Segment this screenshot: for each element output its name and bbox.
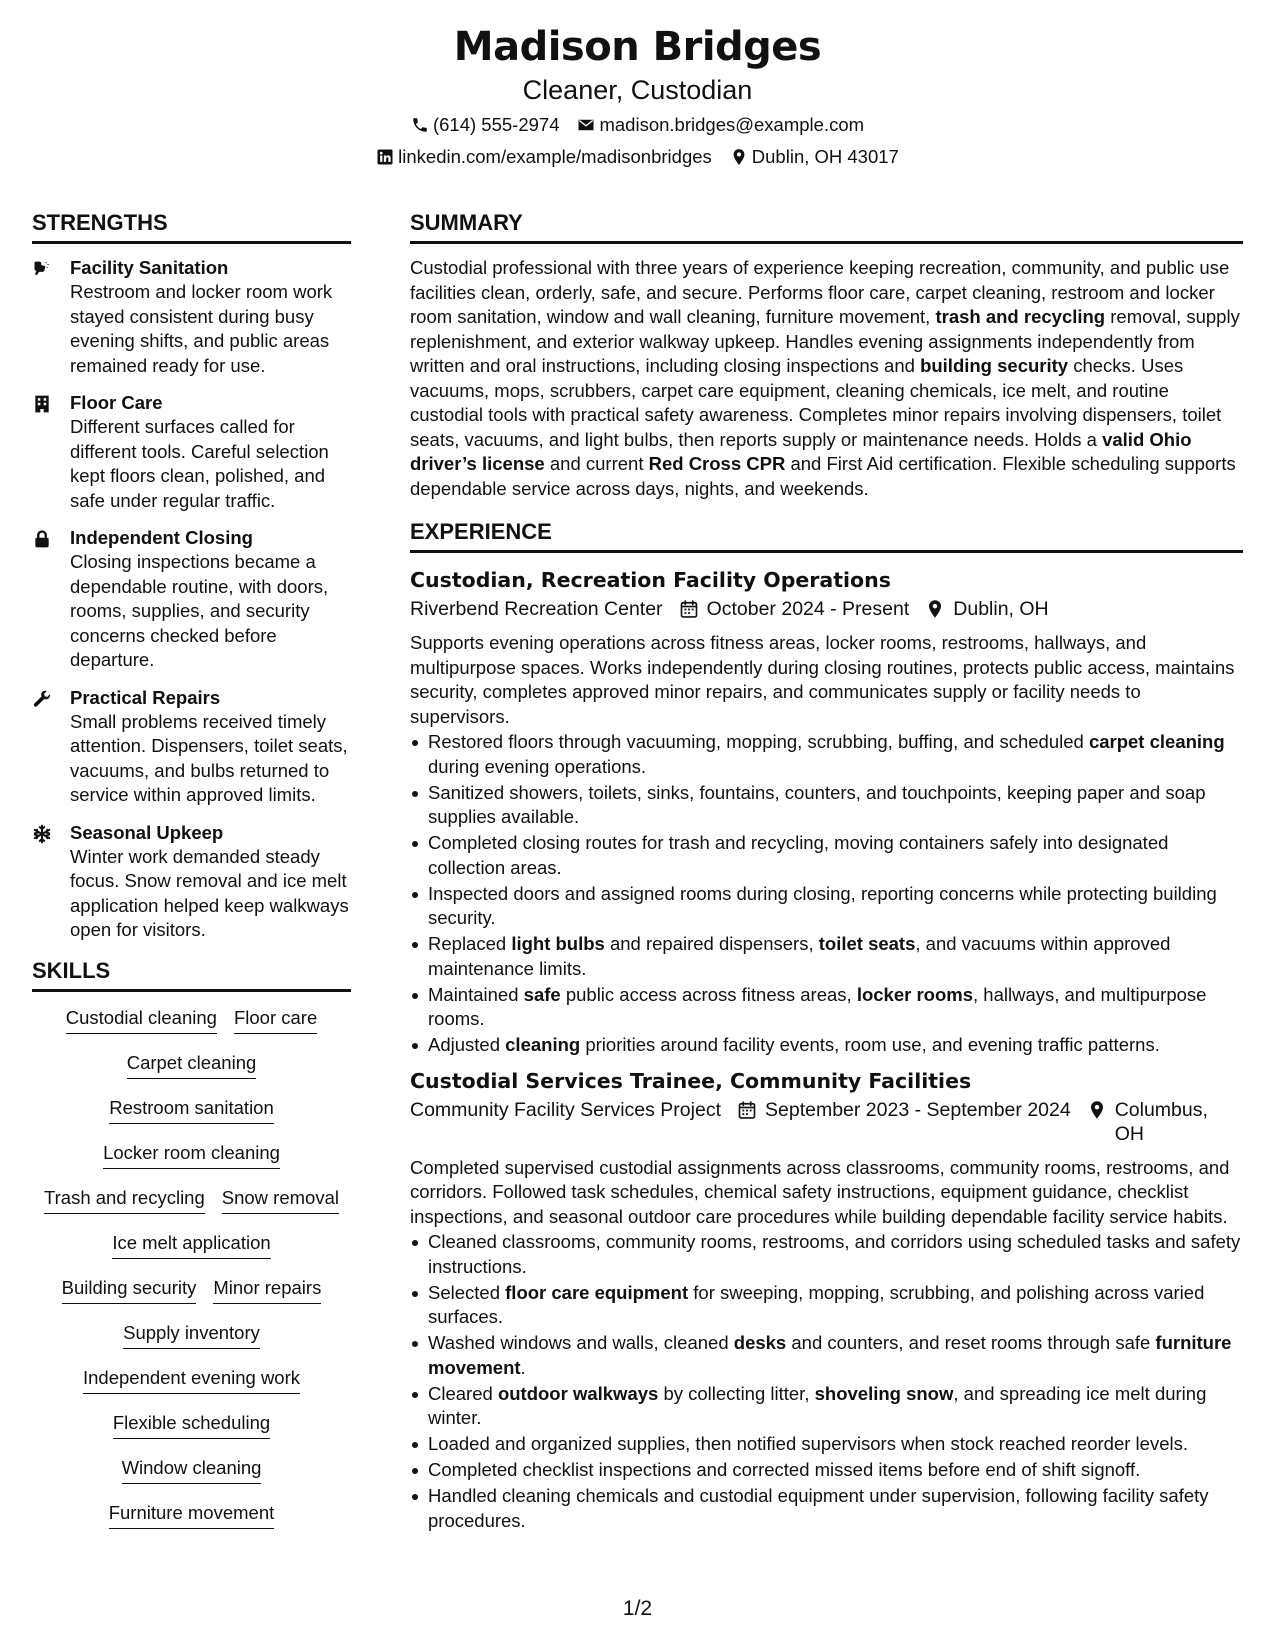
bullet-item [410, 781, 1243, 830]
strength-title: Seasonal Upkeep [70, 821, 224, 843]
skill-tag: Snow removal [222, 1185, 339, 1214]
wrench-icon [32, 686, 70, 808]
phone-text: (614) 555-2974 [432, 114, 560, 135]
candidate-headline: Cleaner, Custodian [522, 75, 753, 105]
skill-tag: Building security [62, 1275, 197, 1304]
strength-body [70, 391, 351, 513]
summary-text [410, 256, 1243, 501]
linkedin-text[interactable]: linkedin.com/example/madisonbridges [398, 146, 712, 167]
job-location [925, 597, 1048, 621]
job-dates-text: October 2024 - Present [706, 598, 910, 620]
bullet-item [410, 831, 1243, 880]
job-title: Custodian, Recreation Facility Operations [410, 568, 891, 592]
bullet-item [410, 1281, 1243, 1330]
bold-keyword: valid Ohio driver’s license [410, 428, 1192, 474]
right-column [410, 208, 1243, 1541]
resume-header [0, 22, 1275, 171]
candidate-name: Madison Bridges [453, 24, 822, 70]
text-segment: Maintained [428, 983, 524, 1005]
strengths-list [32, 256, 351, 943]
text-segment: Cleaned classrooms, community rooms, restrooms, and corridors using scheduled tasks and safety instructions. [428, 1231, 1241, 1277]
text-segment: by collecting litter, [658, 1382, 815, 1404]
job-entry [410, 565, 1243, 1058]
text-segment: Sanitized showers, toilets, sinks, fountains, counters, and touchpoints, keeping paper and soap supplies available. [428, 781, 1206, 827]
text-segment: Washed windows and walls, cleaned [428, 1332, 734, 1353]
skill-tag: Floor care [234, 1005, 317, 1034]
page-number: 1/2 [622, 1597, 653, 1620]
bullet-item [410, 1458, 1243, 1483]
experience-heading: EXPERIENCE [410, 517, 1243, 553]
job-entry [410, 1066, 1243, 1534]
strength-description: Small problems received timely attention. Dispensers, toilet seats, vacuums, and bulbs returned to service within approved limits. [70, 710, 348, 805]
strength-item [32, 526, 351, 673]
job-bullets [410, 1230, 1243, 1533]
job-company: Community Facility Services Project [410, 1098, 721, 1121]
linkedin-contact[interactable] [376, 143, 712, 171]
skill-tag: Locker room cleaning [103, 1140, 280, 1169]
text-segment: and repaired dispensers, [604, 933, 819, 954]
bold-keyword: trash and recycling [935, 306, 1106, 327]
job-dates-text: September 2023 - September 2024 [765, 1098, 1071, 1121]
text-segment: checks. Uses vacuums, mops, scrubbers, carpet care equipment, cleaning chemicals, ice melt, and routine custodial tools with practical safety awareness. Completes minor repairs involving dispensers, toilet seats, vacuums, and light bulbs, then reports supply or maintenance needs. Holds a [410, 355, 1222, 450]
skill-row [32, 1454, 351, 1499]
strength-title: Floor Care [70, 392, 163, 413]
map-pin-icon [1087, 1100, 1107, 1120]
text-segment: priorities around facility events, room use, and evening traffic patterns. [580, 1034, 1160, 1055]
text-segment: Inspected doors and assigned rooms during closing, reporting concerns while protecting building security. [428, 882, 1217, 928]
skill-row [32, 1499, 351, 1544]
skill-tag: Supply inventory [123, 1320, 260, 1349]
text-segment: , and spreading ice melt during winter. [428, 1382, 1207, 1428]
text-segment: removal, supply replenishment, and exterior walkway upkeep. Handles evening assignments independently from written and oral instructions, including closing inspections and [410, 306, 1240, 376]
strength-item [32, 256, 351, 378]
bold-keyword: Red Cross CPR [648, 453, 786, 474]
skill-tag: Minor repairs [213, 1275, 321, 1304]
map-pin-icon [730, 148, 748, 166]
text-segment: and First Aid certification. Flexible scheduling supports dependable service across days, nights, and weekends. [410, 453, 1236, 499]
text-segment: and counters, and reset rooms through safe [786, 1332, 1156, 1353]
lock-icon [32, 526, 70, 673]
bold-keyword: shoveling snow [814, 1382, 954, 1404]
bold-keyword: safe [523, 983, 561, 1005]
bullet-item [410, 1382, 1243, 1431]
bold-keyword: furniture movement [428, 1332, 1232, 1378]
contact-row-1 [0, 111, 1275, 139]
skill-row [32, 1319, 351, 1364]
skills-heading: SKILLS [32, 956, 351, 992]
skill-tag: Trash and recycling [44, 1185, 205, 1214]
job-dates [679, 597, 910, 621]
text-segment: during evening operations. [428, 755, 647, 777]
text-segment: Completed checklist inspections and corrected missed items before end of shift signoff. [428, 1459, 1141, 1480]
text-segment: , and vacuums within approved maintenance limits. [428, 933, 1171, 979]
strengths-heading: STRENGTHS [32, 208, 351, 244]
text-segment: Cleared [428, 1382, 498, 1404]
skill-tag: Furniture movement [109, 1500, 275, 1529]
job-title: Custodial Services Trainee, Community Facilities [410, 1068, 972, 1093]
skill-tag: Window cleaning [122, 1455, 262, 1484]
text-segment: Replaced [428, 933, 512, 954]
skill-tag: Custodial cleaning [66, 1005, 217, 1034]
strength-body [70, 256, 351, 378]
strength-body [70, 821, 351, 943]
job-location-text: Dublin, OH [953, 598, 1049, 620]
skill-tag: Carpet cleaning [127, 1050, 257, 1079]
text-segment: Handled cleaning chemicals and custodial equipment under supervision, following facility safety procedures. [428, 1485, 1209, 1531]
strength-body [70, 686, 351, 808]
skill-row [32, 1364, 351, 1409]
text-segment: , hallways, and multipurpose rooms. [428, 983, 1207, 1029]
job-meta [410, 1098, 1243, 1146]
text-segment: public access across fitness areas, [560, 983, 857, 1005]
skill-tag: Restroom sanitation [109, 1095, 274, 1124]
skill-row [32, 1229, 351, 1274]
linkedin-icon [376, 148, 394, 166]
bullet-item [410, 1230, 1243, 1279]
bold-keyword: light bulbs [511, 933, 605, 954]
experience-list [410, 565, 1243, 1533]
job-description: Supports evening operations across fitness areas, locker rooms, restrooms, hallways, and multipurpose spaces. Works independently during closing routines, protects public access, maintains security, completes approved minor repairs, and communicates supply or facility needs to supervisors. [410, 632, 1235, 727]
hand-spray-icon [32, 256, 70, 378]
calendar-icon [679, 599, 699, 619]
envelope-icon [577, 116, 595, 134]
skills-list [32, 1004, 351, 1544]
bold-keyword: toilet seats [818, 933, 916, 954]
location-text: Dublin, OH 43017 [751, 146, 899, 167]
bullet-item [410, 730, 1243, 779]
bullet-item [410, 1484, 1243, 1533]
strength-item [32, 686, 351, 808]
job-dates [737, 1098, 1071, 1146]
strength-title: Practical Repairs [70, 686, 221, 708]
job-location [1087, 1098, 1227, 1146]
bold-keyword: carpet cleaning [1088, 731, 1225, 752]
building-icon [32, 391, 70, 513]
strength-description: Winter work demanded steady focus. Snow removal and ice melt application helped keep walkways open for visitors. [70, 845, 349, 940]
email-text[interactable]: madison.bridges@example.com [599, 114, 865, 135]
text-segment: Custodial professional with three years of experience keeping recreation, community, and public use facilities clean, orderly, safe, and secure. Performs floor care, carpet cleaning, restroom and locker room sanitation, window and wall cleaning, furniture movement, [410, 257, 1230, 327]
strength-item [32, 391, 351, 513]
bold-keyword: floor care equipment [505, 1281, 689, 1303]
phone-contact [411, 111, 560, 139]
bullet-item [410, 882, 1243, 931]
bold-keyword: outdoor walkways [497, 1382, 659, 1404]
strength-title: Independent Closing [70, 527, 253, 548]
snowflake-icon [32, 821, 70, 943]
email-contact[interactable] [577, 111, 864, 139]
text-segment: for sweeping, mopping, scrubbing, and polishing across varied surfaces. [428, 1281, 1205, 1327]
job-company: Riverbend Recreation Center [410, 598, 663, 620]
bullet-item [410, 1432, 1243, 1457]
strength-description: Different surfaces called for different tools. Careful selection kept floors clean, polished, and safe under regular traffic. [70, 416, 329, 511]
bullet-item [410, 983, 1243, 1032]
summary-heading: SUMMARY [410, 208, 1243, 244]
strength-description: Restroom and locker room work stayed consistent during busy evening shifts, and public areas remained ready for use. [70, 281, 333, 376]
text-segment: Completed closing routes for trash and recycling, moving containers safely into designated collection areas. [428, 832, 1169, 878]
text-segment: Restored floors through vacuuming, mopping, scrubbing, buffing, and scheduled [428, 731, 1089, 752]
phone-icon [411, 116, 429, 134]
job-location-text: Columbus, OH [1114, 1098, 1208, 1145]
job-bullets [410, 730, 1243, 1058]
text-segment: and current [544, 453, 649, 474]
bold-keyword: locker rooms [856, 983, 974, 1005]
strength-item [32, 821, 351, 943]
bold-keyword: building security [920, 355, 1069, 376]
map-pin-icon [925, 599, 945, 619]
skill-row [32, 1409, 351, 1454]
text-segment: Loaded and organized supplies, then notified supervisors when stock reached reorder levels. [428, 1433, 1188, 1454]
skill-row [32, 1049, 351, 1094]
bullet-item [410, 1331, 1243, 1380]
job-meta [410, 597, 1243, 621]
skill-row [32, 1274, 351, 1319]
skill-tag: Flexible scheduling [113, 1410, 270, 1439]
skill-tag: Ice melt application [112, 1230, 270, 1259]
location-contact [730, 143, 899, 171]
strength-body [70, 526, 351, 673]
bullet-item [410, 932, 1243, 981]
skill-row [32, 1094, 351, 1139]
skill-row [32, 1184, 351, 1229]
bullet-item [410, 1033, 1243, 1058]
skill-tag: Independent evening work [83, 1365, 300, 1394]
strength-description: Closing inspections became a dependable routine, with doors, rooms, supplies, and security concerns checked before departure. [70, 551, 329, 670]
left-column [32, 208, 351, 1544]
contact-row-2 [0, 143, 1275, 171]
text-segment: Selected [428, 1281, 506, 1303]
text-segment: . [520, 1356, 526, 1378]
strength-title: Facility Sanitation [70, 257, 229, 278]
text-segment: Adjusted [428, 1034, 506, 1055]
bold-keyword: cleaning [505, 1034, 581, 1055]
skill-row [32, 1004, 351, 1049]
skill-row [32, 1139, 351, 1184]
calendar-icon [737, 1100, 757, 1120]
bold-keyword: desks [733, 1332, 787, 1353]
job-description: Completed supervised custodial assignments across classrooms, community rooms, restrooms, and corridors. Followed task schedules, chemical safety instructions, equipment guidance, checklist inspections, and seasonal outdoor care procedures while building dependable facility service habits. [410, 1156, 1230, 1227]
